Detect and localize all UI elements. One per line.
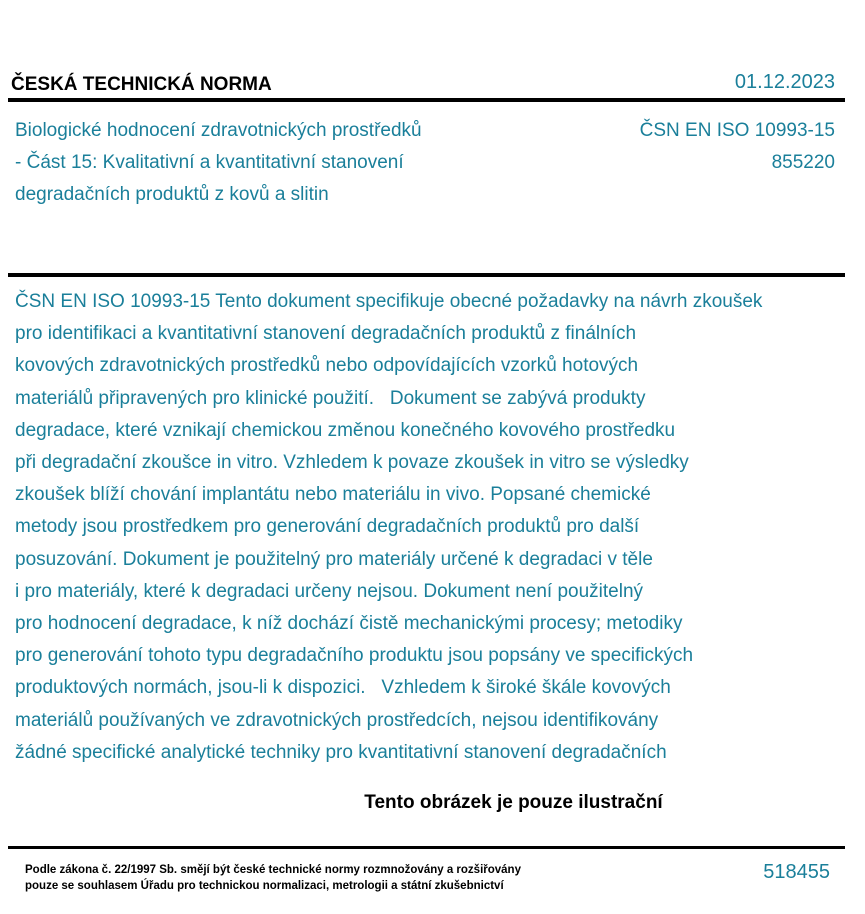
abstract-line: při degradační zkoušce in vitro. Vzhledem k povaze zkoušek in vitro se výsledky	[15, 452, 689, 474]
abstract-text	[15, 286, 863, 769]
abstract-line: ČSN EN ISO 10993-15 Tento dokument specifikuje obecné požadavky na návrh zkoušek	[15, 291, 763, 312]
abstract-line: pro hodnocení degradace, k níž dochází čistě mechanickými procesy; metodiky	[15, 613, 683, 635]
standard-identifiers	[640, 115, 835, 179]
standard-title-line: - Část 15: Kvalitativní a kvantitativní stanovení	[15, 152, 404, 173]
illustration-notice: Tento obrázek je pouze ilustrační	[364, 792, 663, 813]
abstract-line: metody jsou prostředkem pro generování degradačních produktů pro další	[15, 516, 640, 538]
standard-code: ČSN EN ISO 10993-15	[639, 120, 835, 141]
abstract-line: posuzování. Dokument je použitelný pro materiály určené k degradaci v těle	[15, 548, 653, 570]
abstract-line: produktových normách, jsou-li k dispozici. Vzhledem k široké škále kovových	[15, 677, 671, 699]
catalog-number: 518455	[763, 861, 830, 883]
standard-title-line: degradačních produktů z kovů a slitin	[15, 184, 329, 205]
copyright-notice-line: pouze se souhlasem Úřadu pro technickou normalizaci, metrologii a státní zkušebnictví	[25, 880, 504, 892]
abstract-line: kovových zdravotnických prostředků nebo odpovídajících vzorků hotových	[15, 355, 639, 377]
classification-number: 855220	[771, 152, 835, 173]
abstract-line: materiálů připravených pro klinické použití. Dokument se zabývá produkty	[15, 387, 646, 409]
abstract-line: zkoušek blíží chování implantátu nebo materiálu in vivo. Popsané chemické	[15, 484, 651, 506]
standard-title-line: Biologické hodnocení zdravotnických prostředků	[15, 120, 422, 141]
abstract-line: pro generování tohoto typu degradačního produktu jsou popsány ve specifických	[15, 645, 694, 667]
header-divider	[8, 98, 845, 102]
abstract-line: žádné specifické analytické techniky pro kvantitativní stanovení degradačních	[15, 741, 667, 763]
abstract-line: pro identifikaci a kvantitativní stanovení degradačních produktů z finálních	[15, 323, 637, 345]
standard-title	[15, 115, 535, 211]
abstract-line: i pro materiály, které k degradaci určeny nejsou. Dokument není použitelný	[15, 580, 644, 602]
footer-divider	[8, 846, 845, 849]
copyright-notice-line: Podle zákona č. 22/1997 Sb. smějí být české technické normy rozmnožovány a rozšiřovány	[25, 864, 521, 876]
issue-date: 01.12.2023	[734, 71, 835, 93]
title-divider	[8, 273, 845, 277]
abstract-line: materiálů používaných ve zdravotnických prostředcích, nejsou identifikovány	[15, 709, 659, 731]
copyright-notice	[25, 862, 521, 894]
document-type-title: ČESKÁ TECHNICKÁ NORMA	[11, 74, 272, 95]
abstract-line: degradace, které vznikají chemickou změnou konečného kovového prostředku	[15, 419, 676, 441]
